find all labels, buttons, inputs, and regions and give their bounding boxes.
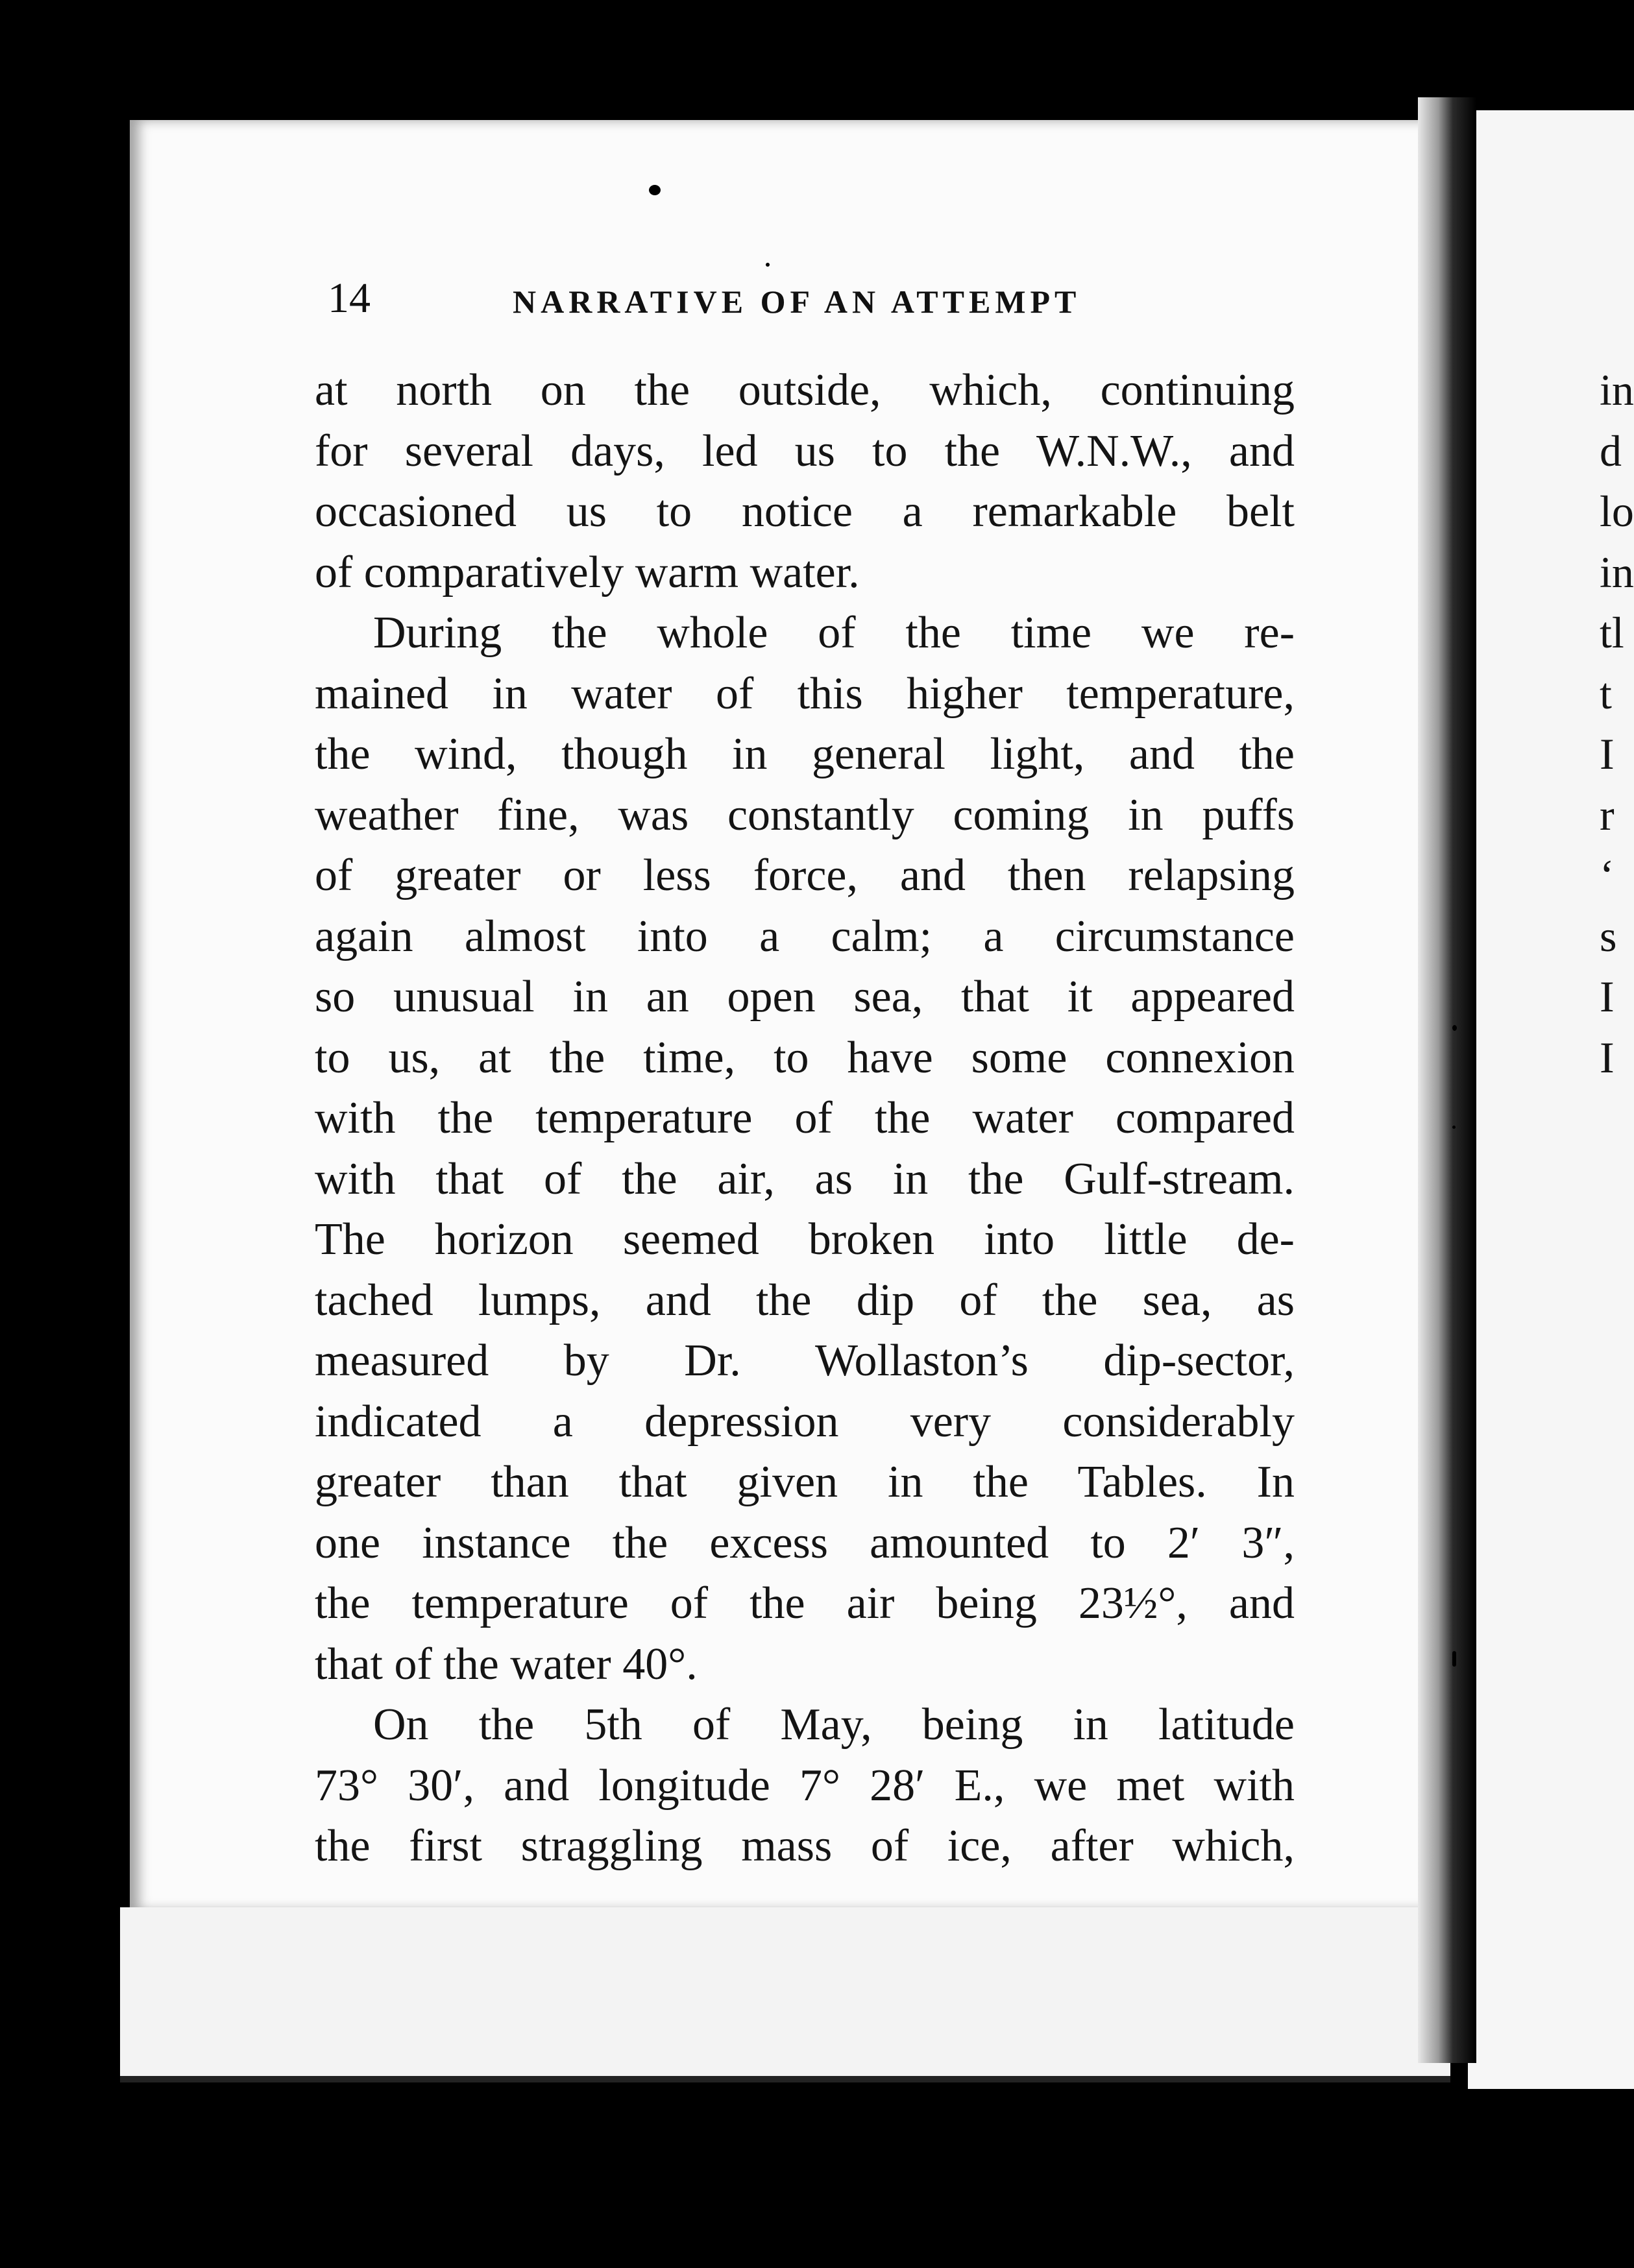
text-line: the first straggling mass of ice, after which, [315, 1821, 1295, 1871]
text-line: to us, at the time, to have some connexion [315, 1032, 1295, 1083]
text-line: at north on the outside, which, continuing [315, 365, 1295, 415]
right-page-text-fragments [1600, 360, 1634, 1088]
text-fragment: in [1600, 365, 1634, 415]
text-line: so unusual in an open sea, that it appeared [315, 972, 1295, 1022]
text-line: that of the water 40°. [315, 1639, 698, 1689]
ink-speck [766, 263, 770, 267]
paragraph [315, 603, 1295, 1695]
ink-speck [649, 185, 661, 195]
text-line: The horizon seemed broken into little de- [315, 1214, 1295, 1264]
text-line: 73° 30′, and longitude 7° 28′ E., we met with [315, 1760, 1295, 1811]
text-line: weather fine, was constantly coming in puffs [315, 790, 1295, 840]
text-line: with that of the air, as in the Gulf-stream. [315, 1153, 1295, 1204]
text-fragment: r [1600, 790, 1615, 839]
left-page-bottom-margin [120, 1907, 1450, 2082]
text-line: tached lumps, and the dip of the sea, as [315, 1275, 1295, 1325]
text-fragment: I [1600, 972, 1615, 1021]
text-line: one instance the excess amounted to 2′ 3″, [315, 1517, 1295, 1568]
text-line: mained in water of this higher temperature, [315, 668, 1295, 719]
text-fragment: lo [1600, 487, 1634, 536]
paragraph [315, 360, 1295, 603]
text-line: of comparatively warm water. [315, 547, 860, 597]
text-line: for several days, led us to the W.N.W., and [315, 426, 1295, 476]
text-fragment: ‘ [1600, 850, 1615, 900]
text-line: again almost into a calm; a circumstance [315, 911, 1295, 961]
text-fragment: t [1600, 668, 1612, 718]
text-fragment: tl [1600, 608, 1624, 657]
text-fragment: d [1600, 426, 1622, 476]
text-line: the wind, though in general light, and the [315, 729, 1295, 779]
text-line: occasioned us to notice a remarkable belt [315, 487, 1295, 537]
ink-speck [1452, 1025, 1457, 1031]
text-line: On the 5th of May, being in latitude [373, 1700, 1295, 1750]
text-line: measured by Dr. Wollaston’s dip-sector, [315, 1336, 1295, 1386]
body-text [315, 360, 1295, 1877]
text-line: indicated a depression very considerably [315, 1396, 1295, 1447]
text-fragment: in [1600, 547, 1634, 597]
page-number: 14 [328, 274, 371, 322]
text-line: of greater or less force, and then relapsing [315, 850, 1295, 900]
text-line: During the whole of the time we re- [373, 608, 1295, 658]
text-line: greater than that given in the Tables. In [315, 1457, 1295, 1507]
running-title: NARRATIVE OF AN ATTEMPT [513, 284, 1081, 320]
text-line: with the temperature of the water compared [315, 1093, 1295, 1143]
ink-speck [1452, 1126, 1456, 1129]
text-fragment: I [1600, 729, 1615, 778]
book-gutter [1418, 97, 1476, 2063]
text-fragment: I [1600, 1032, 1615, 1082]
text-fragment: s [1600, 911, 1617, 961]
paragraph [315, 1695, 1295, 1877]
text-line: the temperature of the air being 23½°, and [315, 1578, 1295, 1628]
ink-speck [1452, 1651, 1456, 1667]
